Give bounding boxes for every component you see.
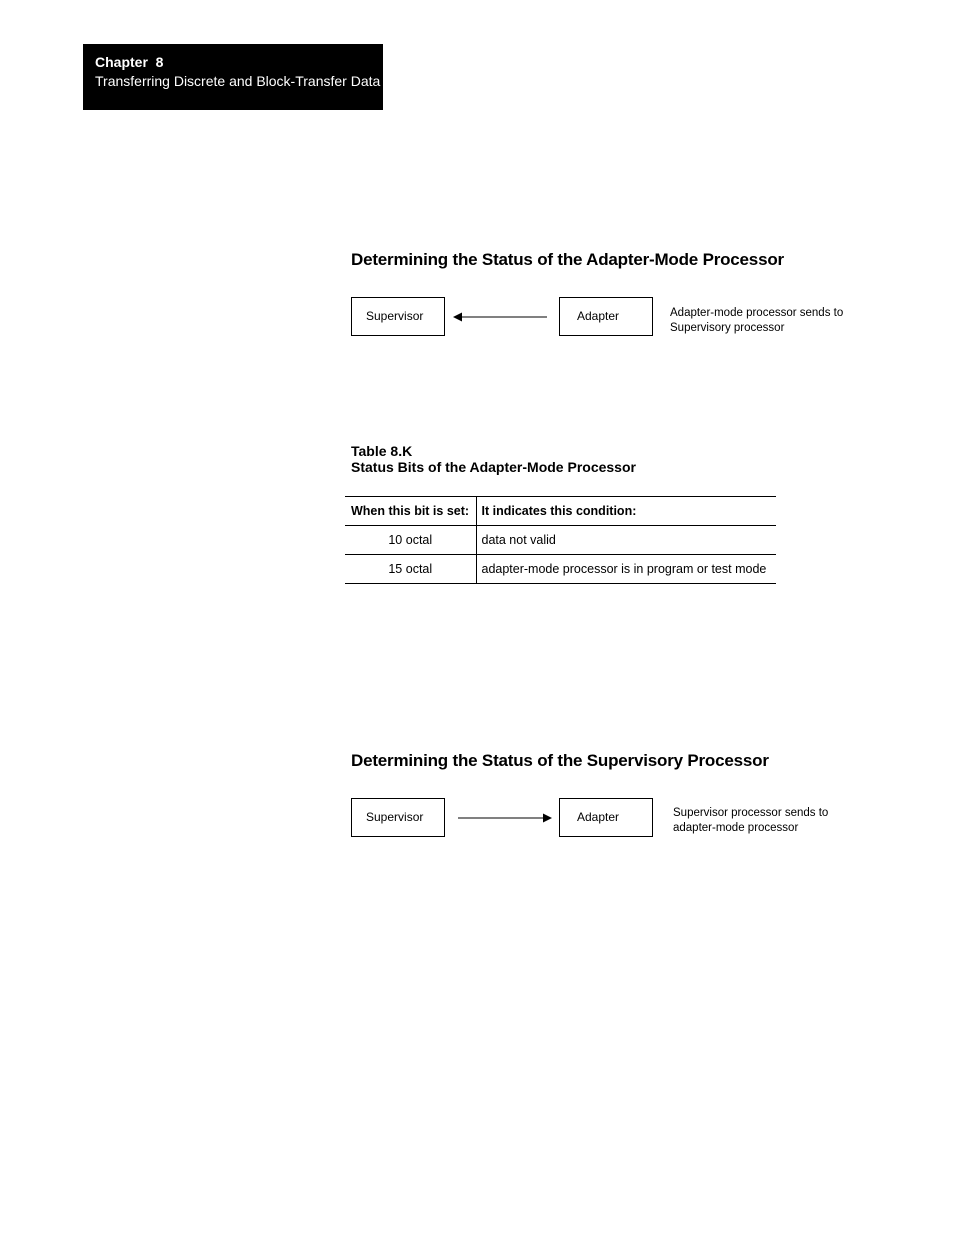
supervisor-box: Supervisor (351, 297, 445, 336)
cell-condition: data not valid (476, 526, 776, 555)
diagram-note-supervisory: Supervisor processor sends to adapter-mode processor (673, 807, 829, 834)
cell-bit: 15 octal (345, 555, 476, 584)
adapter-box: Adapter (559, 297, 653, 336)
arrow-right-icon (457, 811, 555, 825)
table-number: Table 8.K (351, 443, 413, 459)
header-condition: It indicates this condition: (476, 497, 776, 526)
cell-condition: adapter-mode processor is in program or test mode (476, 555, 776, 584)
table-row (345, 526, 776, 555)
table-header-row (345, 497, 776, 526)
diagram-note-adapter: Adapter-mode processor sends to Supervisory processor (670, 307, 844, 334)
section-title-adapter-status: Determining the Status of the Adapter-Mode Processor (351, 250, 784, 269)
chapter-title: Transferring Discrete and Block-Transfer Data (95, 73, 381, 89)
supervisor-box: Supervisor (351, 798, 445, 837)
table-title: Status Bits of the Adapter-Mode Processor (351, 459, 636, 475)
header-bit: When this bit is set: (345, 497, 476, 526)
table-caption (351, 443, 636, 475)
status-bits-table (345, 496, 776, 584)
adapter-box: Adapter (559, 798, 653, 837)
cell-bit: 10 octal (345, 526, 476, 555)
chapter-header (83, 44, 383, 110)
chapter-label: Chapter 8 (95, 54, 164, 70)
arrow-left-icon (452, 310, 550, 324)
section-title-supervisory-status: Determining the Status of the Supervisory Processor (351, 751, 769, 770)
table-row (345, 555, 776, 584)
